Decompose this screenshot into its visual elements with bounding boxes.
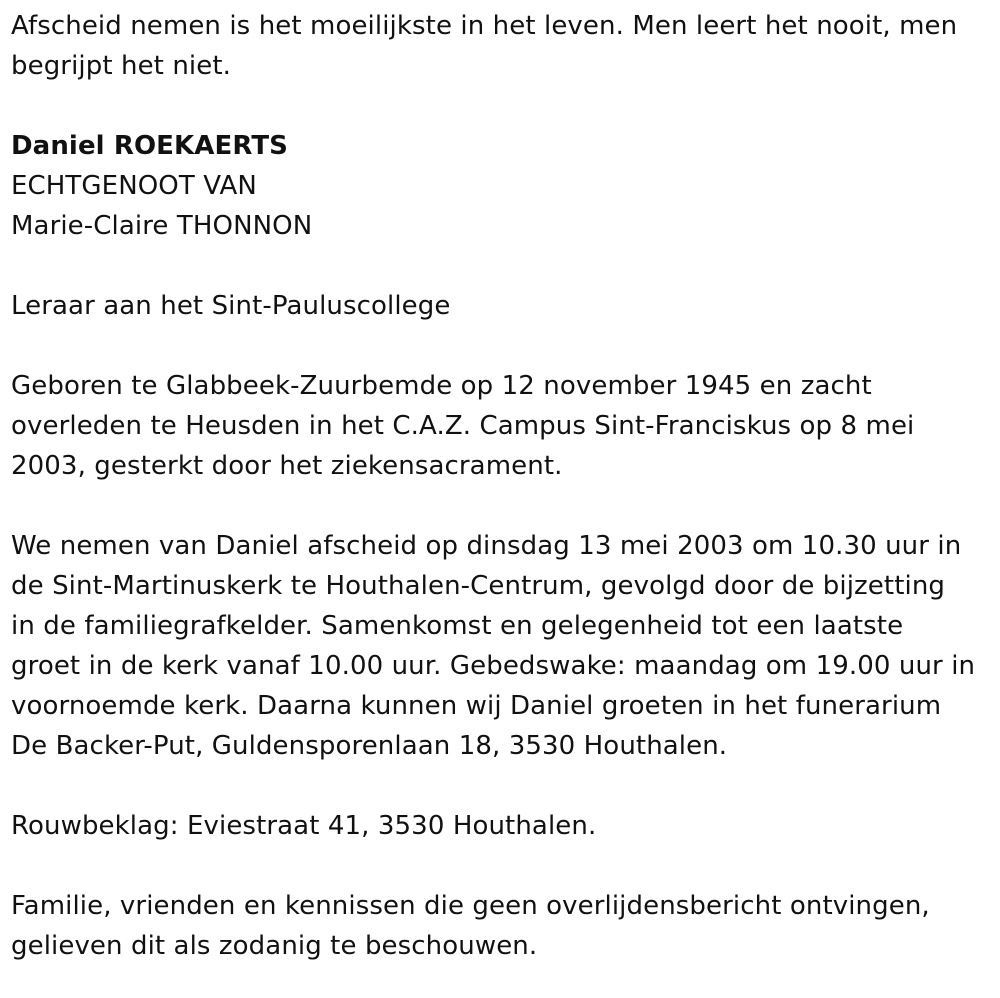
funeral-line-5: voornoemde kerk. Daarna kunnen wij Daniel groeten in het funerarium [11, 691, 942, 721]
birth-death-line-3: 2003, gesterkt door het ziekensacrament. [11, 451, 563, 481]
closing-line-1: Familie, vrienden en kennissen die geen overlijdensbericht ontvingen, [11, 891, 930, 921]
spacer [11, 326, 1000, 366]
spouse-name: Marie-Claire THONNON [11, 211, 313, 241]
funeral-line-1: We nemen van Daniel afscheid op dinsdag 13 mei 2003 om 10.30 uur in [11, 531, 962, 561]
deceased-name: Daniel ROEKAERTS [11, 131, 288, 161]
closing-line-2: gelieven dit als zodanig te beschouwen. [11, 931, 538, 961]
occupation: Leraar aan het Sint-Pauluscollege [11, 291, 451, 321]
spacer [11, 766, 1000, 806]
funeral-line-2: de Sint-Martinuskerk te Houthalen-Centrum, gevolgd door de bijzetting [11, 571, 945, 601]
funeral-line-3: in de familiegrafkelder. Samenkomst en gelegenheid tot een laatste [11, 611, 904, 641]
spacer [11, 486, 1000, 526]
funeral-line-6: De Backer-Put, Guldensporenlaan 18, 3530 Houthalen. [11, 731, 728, 761]
funeral-line-4: groet in de kerk vanaf 10.00 uur. Gebedswake: maandag om 19.00 uur in [11, 651, 976, 681]
spacer [11, 246, 1000, 286]
relation-label: ECHTGENOOT VAN [11, 171, 257, 201]
intro-line-1: Afscheid nemen is het moeilijkste in het leven. Men leert het nooit, men [11, 11, 958, 41]
birth-death-line-2: overleden te Heusden in het C.A.Z. Campus Sint-Franciskus op 8 mei [11, 411, 915, 441]
intro-line-2: begrijpt het niet. [11, 51, 231, 81]
spacer [11, 846, 1000, 886]
spacer [11, 86, 1000, 126]
birth-death-line-1: Geboren te Glabbeek-Zuurbemde op 12 november 1945 en zacht [11, 371, 872, 401]
condolence-address: Rouwbeklag: Eviestraat 41, 3530 Houthalen. [11, 811, 597, 841]
